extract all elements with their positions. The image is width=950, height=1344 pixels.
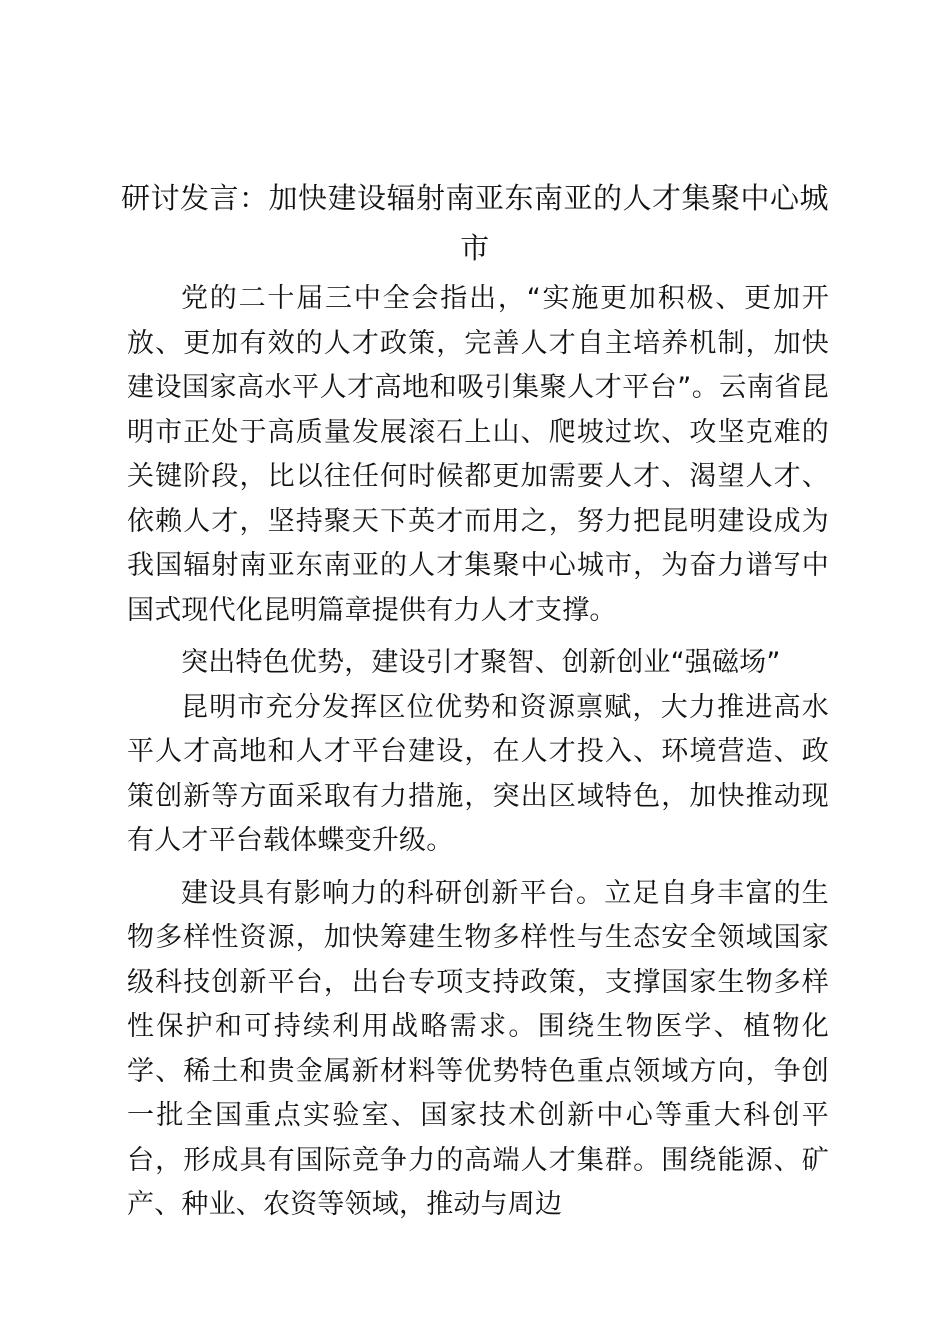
paragraph-overview: 昆明市充分发挥区位优势和资源禀赋，大力推进高水平人才高地和人才平台建设，在人才投入、环境营造、政策创新等方面采取有力措施，突出区域特色，加快推动现有人才平台载体蝶变升级。 (127, 691, 829, 856)
paragraph-intro: 党的二十届三中全会指出，“实施更加积极、更加开放、更加有效的人才政策，完善人才自主培养机制，加快建设国家高水平人才高地和吸引集聚人才平台”。云南省昆明市正处于高质量发展滚石上山、爬坡过坎、攻坚克难的关键阶段，比以往任何时候都更加需要人才、渴望人才、依赖人才，坚持聚天下英才而用之，努力把昆明建设成为我国辐射南亚东南亚的人才集聚中心城市，为奋力谱写中国式现代化昆明篇章提供有力人才支撑。 (127, 283, 829, 626)
paragraph-research-platform: 建设具有影响力的科研创新平台。立足自身丰富的生物多样性资源，加快筹建生物多样性与生态安全领域国家级科技创新平台，出台专项支持政策，支撑国家生物多样性保护和可持续利用战略需求。围绕生物医学、植物化学、稀土和贵金属新材料等优势特色重点领域方向，争创一批全国重点实验室、国家技术创新中心等重大科创平台，形成具有国际竞争力的高端人才集群。围绕能源、矿产、种业、农资等领域，推动与周边 (127, 877, 829, 1220)
document-body (127, 277, 829, 1228)
section-heading: 突出特色优势，建设引才聚智、创新创业“强磁场” (181, 647, 781, 678)
document-title: 研讨发言：加快建设辐射南亚东南亚的人才集聚中心城市 (120, 181, 829, 265)
